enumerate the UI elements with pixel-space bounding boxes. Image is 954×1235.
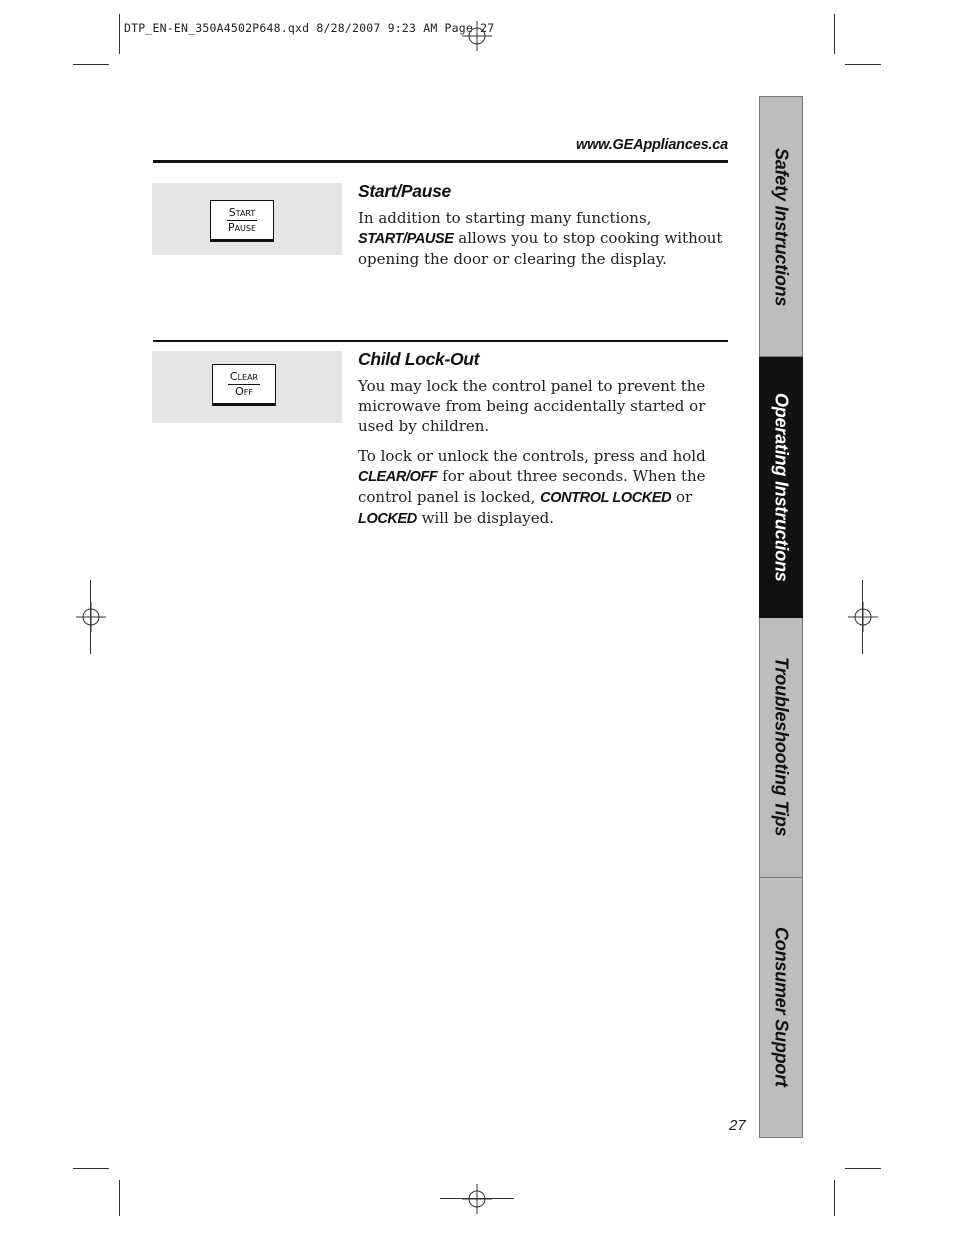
crop-mark	[834, 14, 835, 54]
tab-label: Consumer Support	[771, 927, 792, 1088]
tab-safety-instructions[interactable]	[759, 96, 803, 357]
section-paragraph	[358, 446, 730, 529]
key-label-line2: Pause	[227, 220, 257, 234]
tab-operating-instructions[interactable]	[759, 357, 803, 617]
crop-mark	[440, 1198, 514, 1199]
keyword: CONTROL LOCKED	[540, 490, 672, 506]
crop-mark	[862, 580, 863, 654]
crop-mark	[90, 580, 91, 654]
section-title: Child Lock-Out	[358, 349, 480, 369]
tab-troubleshooting-tips[interactable]	[759, 618, 803, 878]
tab-label: Safety Instructions	[771, 147, 792, 306]
tab-consumer-support[interactable]	[759, 878, 803, 1138]
start-pause-section	[358, 181, 730, 279]
keyword: LOCKED	[358, 511, 417, 527]
key-label-line1: Start	[228, 205, 256, 219]
paragraph-text: In addition to starting many functions,	[358, 209, 652, 227]
tab-label: Troubleshooting Tips	[771, 657, 792, 837]
paragraph-text: allows you to stop cooking without opening the door or clearing the display.	[358, 229, 723, 268]
section-divider	[153, 340, 728, 342]
registration-mark-icon	[76, 602, 106, 632]
header-rule	[153, 160, 728, 163]
page-number: 27	[729, 1117, 746, 1134]
crop-mark	[119, 14, 120, 54]
keyword: CLEAR/OFF	[358, 469, 438, 485]
printer-slug: DTP_EN-EN_350A4502P648.qxd 8/28/2007 9:23 AM Page 27	[124, 21, 495, 35]
clear-off-key-icon	[212, 364, 276, 406]
key-label-line2: Off	[235, 384, 253, 398]
tab-label: Operating Instructions	[771, 392, 792, 582]
registration-mark-icon	[848, 602, 878, 632]
child-lock-out-section	[358, 349, 730, 539]
paragraph-text: or	[671, 488, 693, 506]
registration-mark-icon	[462, 21, 492, 51]
crop-mark	[845, 1168, 881, 1169]
section-tabs	[759, 96, 803, 1138]
key-label-line1: Clear	[229, 369, 259, 383]
section-paragraph	[358, 208, 730, 269]
paragraph-text: To lock or unlock the controls, press and hold	[358, 447, 706, 465]
paragraph-text: will be displayed.	[416, 509, 555, 527]
keyword: START/PAUSE	[358, 231, 454, 247]
start-pause-key-icon	[210, 200, 274, 242]
clear-off-key-panel	[152, 351, 342, 423]
crop-mark	[73, 1168, 109, 1169]
paragraph-text: for about three seconds. When the control panel is locked,	[358, 467, 706, 506]
registration-mark-icon	[462, 1184, 492, 1214]
crop-mark	[834, 1180, 835, 1216]
section-paragraph: You may lock the control panel to prevent the microwave from being accidentally started or used by children.	[358, 377, 706, 435]
crop-mark	[73, 64, 109, 65]
start-pause-key-panel	[152, 183, 342, 255]
crop-mark	[845, 64, 881, 65]
crop-mark	[119, 1180, 120, 1216]
website-url: www.GEAppliances.ca	[576, 137, 728, 153]
section-title: Start/Pause	[358, 181, 451, 201]
